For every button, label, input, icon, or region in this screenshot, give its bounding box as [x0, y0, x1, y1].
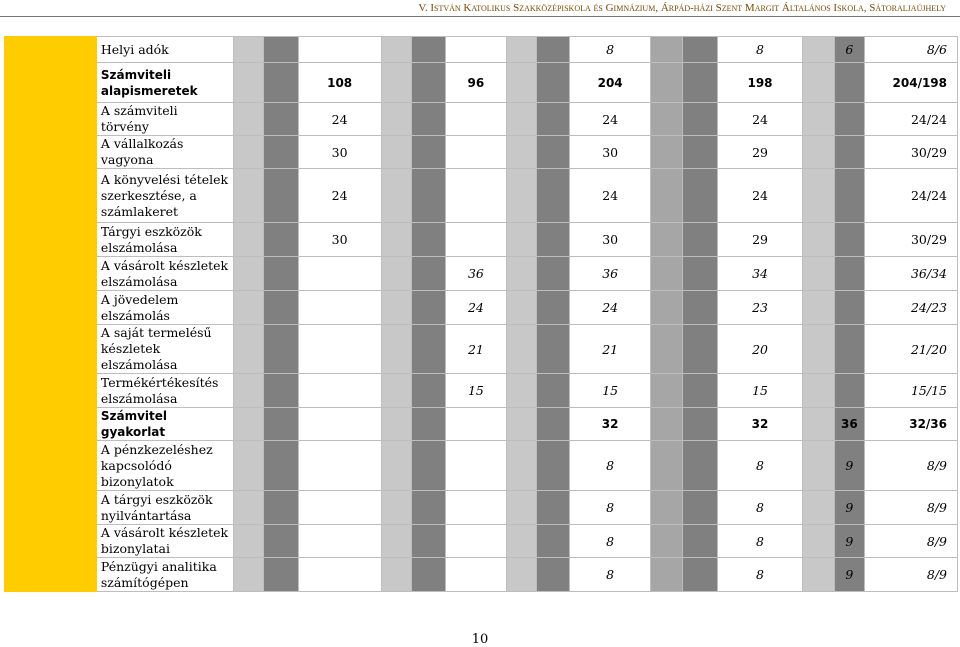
shaded-cell — [381, 374, 411, 408]
shaded-cell — [506, 325, 536, 374]
shaded-cell — [803, 63, 834, 103]
value-cell: 30 — [298, 136, 381, 169]
row-label: A vállalkozás vagyona — [96, 136, 233, 169]
shaded-cell — [536, 325, 569, 374]
value-cell — [298, 558, 381, 592]
total-cell: 24/23 — [864, 291, 957, 325]
accent-cell — [5, 325, 97, 374]
row-label: Számviteli alapismeretek — [96, 63, 233, 103]
shaded-cell — [381, 136, 411, 169]
shaded-cell — [381, 408, 411, 441]
shaded-cell — [381, 257, 411, 291]
row-label: A vásárolt készletek bizonylatai — [96, 525, 233, 558]
accent-cell — [5, 491, 97, 525]
shaded-cell — [264, 408, 298, 441]
shaded-cell — [536, 374, 569, 408]
value-cell: 23 — [717, 291, 803, 325]
value-cell: 96 — [446, 63, 507, 103]
curriculum-table — [4, 36, 958, 592]
shaded-cell — [264, 325, 298, 374]
shaded-cell — [683, 63, 717, 103]
shaded-cell — [651, 257, 683, 291]
shaded-cell — [264, 525, 298, 558]
row-label: A számviteli törvény — [96, 103, 233, 136]
value-cell — [834, 169, 864, 223]
shaded-cell — [803, 223, 834, 257]
value-cell — [298, 37, 381, 63]
total-cell: 15/15 — [864, 374, 957, 408]
row-label: Számvitel gyakorlat — [96, 408, 233, 441]
total-cell: 21/20 — [864, 325, 957, 374]
shaded-cell — [264, 491, 298, 525]
accent-cell — [5, 103, 97, 136]
value-cell: 36 — [834, 408, 864, 441]
shaded-cell — [683, 558, 717, 592]
table-row — [5, 525, 958, 558]
shaded-cell — [651, 525, 683, 558]
header-rule — [0, 16, 960, 17]
value-cell — [834, 325, 864, 374]
shaded-cell — [411, 223, 445, 257]
value-cell: 9 — [834, 525, 864, 558]
row-label: A pénzkezeléshez kapcsolódó bizonylatok — [96, 441, 233, 491]
value-cell: 8 — [717, 37, 803, 63]
shaded-cell — [803, 103, 834, 136]
shaded-cell — [234, 136, 264, 169]
accent-cell — [5, 441, 97, 491]
shaded-cell — [803, 291, 834, 325]
shaded-cell — [264, 136, 298, 169]
shaded-cell — [651, 491, 683, 525]
shaded-cell — [234, 374, 264, 408]
shaded-cell — [381, 223, 411, 257]
table-row — [5, 103, 958, 136]
shaded-cell — [264, 223, 298, 257]
shaded-cell — [683, 136, 717, 169]
value-cell: 32 — [570, 408, 651, 441]
shaded-cell — [411, 441, 445, 491]
value-cell: 24 — [570, 169, 651, 223]
table-row — [5, 558, 958, 592]
table-row — [5, 408, 958, 441]
shaded-cell — [411, 408, 445, 441]
shaded-cell — [536, 525, 569, 558]
shaded-cell — [411, 103, 445, 136]
value-cell: 24 — [570, 103, 651, 136]
value-cell — [834, 257, 864, 291]
value-cell: 24 — [446, 291, 507, 325]
shaded-cell — [651, 169, 683, 223]
shaded-cell — [683, 169, 717, 223]
value-cell: 108 — [298, 63, 381, 103]
table-row — [5, 223, 958, 257]
shaded-cell — [381, 558, 411, 592]
row-label: Pénzügyi analitika számítógépen — [96, 558, 233, 592]
shaded-cell — [506, 441, 536, 491]
value-cell: 21 — [570, 325, 651, 374]
shaded-cell — [536, 441, 569, 491]
shaded-cell — [411, 136, 445, 169]
value-cell — [834, 103, 864, 136]
shaded-cell — [234, 257, 264, 291]
value-cell — [446, 223, 507, 257]
shaded-cell — [651, 223, 683, 257]
shaded-cell — [506, 558, 536, 592]
shaded-cell — [234, 37, 264, 63]
shaded-cell — [411, 491, 445, 525]
shaded-cell — [536, 558, 569, 592]
shaded-cell — [411, 374, 445, 408]
value-cell — [298, 441, 381, 491]
value-cell: 29 — [717, 223, 803, 257]
row-label: Helyi adók — [96, 37, 233, 63]
value-cell: 198 — [717, 63, 803, 103]
value-cell — [298, 325, 381, 374]
accent-cell — [5, 223, 97, 257]
accent-cell — [5, 408, 97, 441]
shaded-cell — [381, 37, 411, 63]
table-row — [5, 169, 958, 223]
shaded-cell — [234, 103, 264, 136]
value-cell: 8 — [717, 441, 803, 491]
value-cell — [446, 441, 507, 491]
shaded-cell — [506, 223, 536, 257]
table-row — [5, 37, 958, 63]
value-cell — [834, 374, 864, 408]
shaded-cell — [803, 525, 834, 558]
table-row — [5, 257, 958, 291]
total-cell: 8/9 — [864, 491, 957, 525]
value-cell: 34 — [717, 257, 803, 291]
shaded-cell — [264, 63, 298, 103]
table-row — [5, 291, 958, 325]
shaded-cell — [234, 169, 264, 223]
value-cell: 8 — [717, 525, 803, 558]
accent-cell — [5, 291, 97, 325]
shaded-cell — [506, 63, 536, 103]
total-cell: 36/34 — [864, 257, 957, 291]
shaded-cell — [683, 103, 717, 136]
value-cell: 8 — [570, 37, 651, 63]
value-cell: 6 — [834, 37, 864, 63]
shaded-cell — [264, 103, 298, 136]
row-label: A tárgyi eszközök nyilvántartása — [96, 491, 233, 525]
value-cell: 9 — [834, 491, 864, 525]
value-cell — [446, 37, 507, 63]
shaded-cell — [506, 408, 536, 441]
value-cell — [446, 169, 507, 223]
shaded-cell — [651, 558, 683, 592]
shaded-cell — [264, 374, 298, 408]
shaded-cell — [381, 291, 411, 325]
value-cell: 15 — [717, 374, 803, 408]
shaded-cell — [411, 525, 445, 558]
value-cell: 32 — [717, 408, 803, 441]
shaded-cell — [234, 525, 264, 558]
shaded-cell — [803, 325, 834, 374]
shaded-cell — [536, 223, 569, 257]
value-cell: 8 — [570, 558, 651, 592]
shaded-cell — [381, 169, 411, 223]
value-cell: 204 — [570, 63, 651, 103]
shaded-cell — [234, 291, 264, 325]
shaded-cell — [234, 408, 264, 441]
value-cell: 9 — [834, 441, 864, 491]
shaded-cell — [683, 374, 717, 408]
shaded-cell — [506, 169, 536, 223]
total-cell: 8/9 — [864, 558, 957, 592]
shaded-cell — [411, 257, 445, 291]
shaded-cell — [651, 37, 683, 63]
shaded-cell — [234, 491, 264, 525]
shaded-cell — [683, 491, 717, 525]
value-cell: 36 — [446, 257, 507, 291]
shaded-cell — [683, 223, 717, 257]
shaded-cell — [381, 525, 411, 558]
shaded-cell — [651, 63, 683, 103]
shaded-cell — [803, 374, 834, 408]
shaded-cell — [651, 325, 683, 374]
shaded-cell — [651, 103, 683, 136]
total-cell: 8/6 — [864, 37, 957, 63]
table-row — [5, 441, 958, 491]
value-cell: 30 — [298, 223, 381, 257]
shaded-cell — [381, 103, 411, 136]
shaded-cell — [803, 441, 834, 491]
value-cell — [298, 525, 381, 558]
accent-cell — [5, 136, 97, 169]
shaded-cell — [803, 491, 834, 525]
shaded-cell — [683, 325, 717, 374]
row-label: A saját termelésű készletek elszámolása — [96, 325, 233, 374]
shaded-cell — [264, 257, 298, 291]
shaded-cell — [651, 374, 683, 408]
value-cell: 8 — [570, 491, 651, 525]
shaded-cell — [411, 63, 445, 103]
value-cell — [446, 136, 507, 169]
shaded-cell — [264, 37, 298, 63]
shaded-cell — [536, 63, 569, 103]
shaded-cell — [506, 103, 536, 136]
value-cell — [446, 103, 507, 136]
shaded-cell — [264, 291, 298, 325]
value-cell: 24 — [570, 291, 651, 325]
value-cell: 8 — [570, 525, 651, 558]
shaded-cell — [536, 136, 569, 169]
value-cell — [298, 257, 381, 291]
page-header — [0, 0, 960, 17]
shaded-cell — [264, 169, 298, 223]
shaded-cell — [803, 136, 834, 169]
shaded-cell — [381, 491, 411, 525]
value-cell: 8 — [570, 441, 651, 491]
shaded-cell — [234, 558, 264, 592]
accent-cell — [5, 525, 97, 558]
accent-cell — [5, 169, 97, 223]
shaded-cell — [536, 103, 569, 136]
shaded-cell — [683, 408, 717, 441]
total-cell: 8/9 — [864, 525, 957, 558]
total-cell: 24/24 — [864, 169, 957, 223]
shaded-cell — [803, 169, 834, 223]
total-cell: 8/9 — [864, 441, 957, 491]
row-label: Tárgyi eszközök elszámolása — [96, 223, 233, 257]
shaded-cell — [411, 169, 445, 223]
accent-cell — [5, 257, 97, 291]
value-cell — [834, 63, 864, 103]
value-cell — [446, 408, 507, 441]
total-cell: 30/29 — [864, 136, 957, 169]
value-cell — [298, 374, 381, 408]
value-cell: 8 — [717, 558, 803, 592]
table-row — [5, 136, 958, 169]
shaded-cell — [234, 223, 264, 257]
value-cell — [834, 136, 864, 169]
shaded-cell — [411, 37, 445, 63]
value-cell: 36 — [570, 257, 651, 291]
shaded-cell — [683, 525, 717, 558]
value-cell: 15 — [570, 374, 651, 408]
value-cell: 15 — [446, 374, 507, 408]
shaded-cell — [536, 491, 569, 525]
shaded-cell — [411, 291, 445, 325]
value-cell: 30 — [570, 136, 651, 169]
shaded-cell — [506, 291, 536, 325]
shaded-cell — [651, 408, 683, 441]
shaded-cell — [506, 374, 536, 408]
shaded-cell — [234, 325, 264, 374]
shaded-cell — [264, 558, 298, 592]
value-cell: 24 — [298, 103, 381, 136]
shaded-cell — [683, 291, 717, 325]
value-cell: 9 — [834, 558, 864, 592]
value-cell: 29 — [717, 136, 803, 169]
shaded-cell — [536, 257, 569, 291]
value-cell — [834, 291, 864, 325]
total-cell: 32/36 — [864, 408, 957, 441]
total-cell: 24/24 — [864, 103, 957, 136]
value-cell: 24 — [298, 169, 381, 223]
accent-cell — [5, 374, 97, 408]
accent-cell — [5, 558, 97, 592]
shaded-cell — [536, 169, 569, 223]
shaded-cell — [411, 325, 445, 374]
shaded-cell — [683, 441, 717, 491]
value-cell: 8 — [717, 491, 803, 525]
value-cell — [834, 223, 864, 257]
value-cell: 20 — [717, 325, 803, 374]
shaded-cell — [506, 491, 536, 525]
total-cell: 30/29 — [864, 223, 957, 257]
shaded-cell — [381, 441, 411, 491]
row-label: A könyvelési tételek szerkesztése, a számlakeret — [96, 169, 233, 223]
row-label: A jövedelem elszámolás — [96, 291, 233, 325]
value-cell: 30 — [570, 223, 651, 257]
shaded-cell — [234, 63, 264, 103]
shaded-cell — [506, 37, 536, 63]
shaded-cell — [506, 525, 536, 558]
table-row — [5, 374, 958, 408]
value-cell: 24 — [717, 103, 803, 136]
shaded-cell — [803, 257, 834, 291]
shaded-cell — [651, 291, 683, 325]
value-cell — [446, 491, 507, 525]
value-cell: 21 — [446, 325, 507, 374]
row-label: Termékértékesítés elszámolása — [96, 374, 233, 408]
shaded-cell — [803, 558, 834, 592]
accent-cell — [5, 63, 97, 103]
shaded-cell — [683, 257, 717, 291]
table-row — [5, 63, 958, 103]
table-row — [5, 325, 958, 374]
shaded-cell — [264, 441, 298, 491]
shaded-cell — [381, 325, 411, 374]
shaded-cell — [683, 37, 717, 63]
total-cell: 204/198 — [864, 63, 957, 103]
value-cell — [446, 525, 507, 558]
shaded-cell — [651, 136, 683, 169]
shaded-cell — [803, 37, 834, 63]
value-cell — [298, 491, 381, 525]
value-cell — [298, 291, 381, 325]
shaded-cell — [536, 408, 569, 441]
shaded-cell — [411, 558, 445, 592]
value-cell — [446, 558, 507, 592]
value-cell: 24 — [717, 169, 803, 223]
shaded-cell — [536, 37, 569, 63]
shaded-cell — [506, 257, 536, 291]
shaded-cell — [803, 408, 834, 441]
row-label: A vásárolt készletek elszámolása — [96, 257, 233, 291]
shaded-cell — [234, 441, 264, 491]
shaded-cell — [536, 291, 569, 325]
header-text: V. István Katolikus Szakközépiskola és Gimnázium, Árpád-házi Szent Margit Általános Iskola, Sátoraljaújhely — [418, 2, 946, 14]
table-row — [5, 491, 958, 525]
shaded-cell — [651, 441, 683, 491]
value-cell — [298, 408, 381, 441]
shaded-cell — [506, 136, 536, 169]
shaded-cell — [381, 63, 411, 103]
accent-cell — [5, 37, 97, 63]
page-number: 10 — [471, 632, 489, 647]
